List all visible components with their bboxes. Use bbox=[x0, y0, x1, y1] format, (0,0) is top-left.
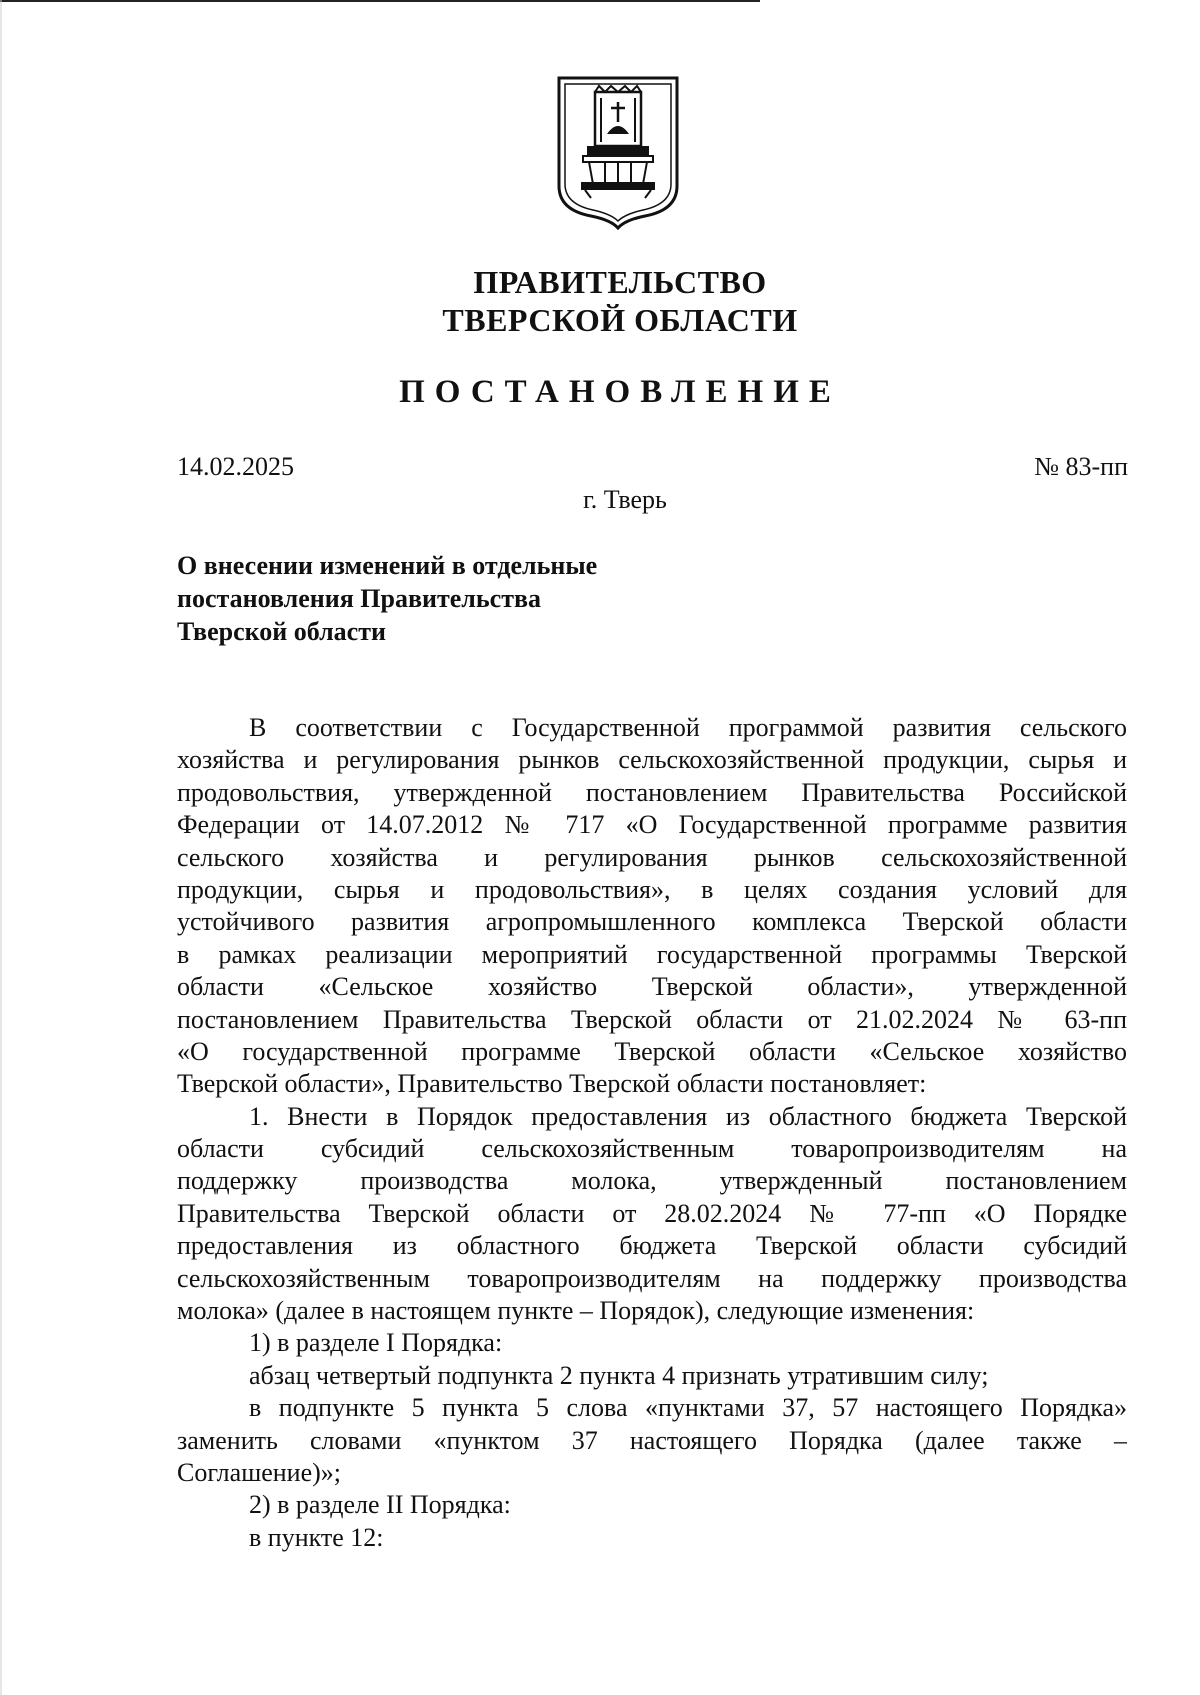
body-line: в подпункте 5 пункта 5 слова «пунктами 37, 57 настоящего Порядка» bbox=[249, 1393, 1127, 1423]
body-line: 1) в разделе I Порядка: bbox=[249, 1328, 503, 1358]
body-line: предоставления из областного бюджета Тверской области субсидий bbox=[177, 1231, 1127, 1261]
body-line: заменить словами «пунктом 37 настоящего Порядка (далее также – bbox=[177, 1425, 1127, 1455]
body-line: Правительства Тверской области от 28.02.2024 № 77-пп «О Порядке bbox=[177, 1198, 1127, 1228]
body-line: сельскохозяйственным товаропроизводителям на поддержку производства bbox=[177, 1263, 1127, 1293]
body-line: молока» (далее в настоящем пункте – Порядок), следующие изменения: bbox=[177, 1296, 975, 1326]
body-line: сельского хозяйства и регулирования рынков сельскохозяйственной bbox=[177, 842, 1127, 872]
document-city: г. Тверь bbox=[583, 485, 667, 514]
body-line: в рамках реализации мероприятий государственной программы Тверской bbox=[177, 939, 1127, 969]
body-line: поддержку производства молока, утвержденный постановлением bbox=[177, 1166, 1127, 1196]
subject-line: Тверской области bbox=[177, 617, 386, 646]
body-line: 1. Внести в Порядок предоставления из областного бюджета Тверской bbox=[249, 1101, 1127, 1131]
body-line: абзац четвертый подпункта 2 пункта 4 признать утратившим силу; bbox=[249, 1360, 989, 1390]
subject-line: постановления Правительства bbox=[177, 584, 541, 613]
government-name-line1: ПРАВИТЕЛЬСТВО bbox=[473, 264, 767, 300]
body-line: Соглашение)»; bbox=[177, 1457, 342, 1487]
document-subject bbox=[177, 549, 597, 648]
document-number: № 83-пп bbox=[1034, 452, 1128, 481]
body-line: 2) в разделе II Порядка: bbox=[249, 1490, 511, 1520]
body-line: области «Сельское хозяйство Тверской области», утвержденной bbox=[177, 972, 1127, 1002]
tver-coat-of-arms-icon bbox=[553, 74, 683, 230]
body-line: Федерации от 14.07.2012 № 717 «О Государственной программе развития bbox=[177, 810, 1127, 840]
subject-line: О внесении изменений в отдельные bbox=[177, 551, 598, 580]
document-body bbox=[177, 712, 1127, 1554]
body-line: постановлением Правительства Тверской области от 21.02.2024 № 63-пп bbox=[177, 1004, 1127, 1034]
body-line: области субсидий сельскохозяйственным товаропроизводителям на bbox=[177, 1134, 1127, 1164]
body-line: продовольствия, утвержденной постановлением Правительства Российской bbox=[177, 777, 1127, 807]
body-line: хозяйства и регулирования рынков сельскохозяйственной продукции, сырья и bbox=[177, 745, 1127, 775]
body-line: «О государственной программе Тверской области «Сельское хозяйство bbox=[177, 1036, 1127, 1066]
government-name-line2: ТВЕРСКОЙ ОБЛАСТИ bbox=[442, 302, 798, 338]
body-line: Тверской области», Правительство Тверской области постановляет: bbox=[177, 1069, 927, 1099]
document-date: 14.02.2025 bbox=[177, 452, 294, 481]
body-line: В соответствии с Государственной программой развития сельского bbox=[249, 713, 1127, 742]
body-line: в пункте 12: bbox=[249, 1522, 384, 1552]
body-line: продукции, сырья и продовольствия», в целях создания условий для bbox=[177, 874, 1127, 904]
document-type-title: ПОСТАНОВЛЕНИЕ bbox=[399, 374, 841, 410]
body-line: устойчивого развития агропромышленного комплекса Тверской области bbox=[177, 907, 1127, 937]
